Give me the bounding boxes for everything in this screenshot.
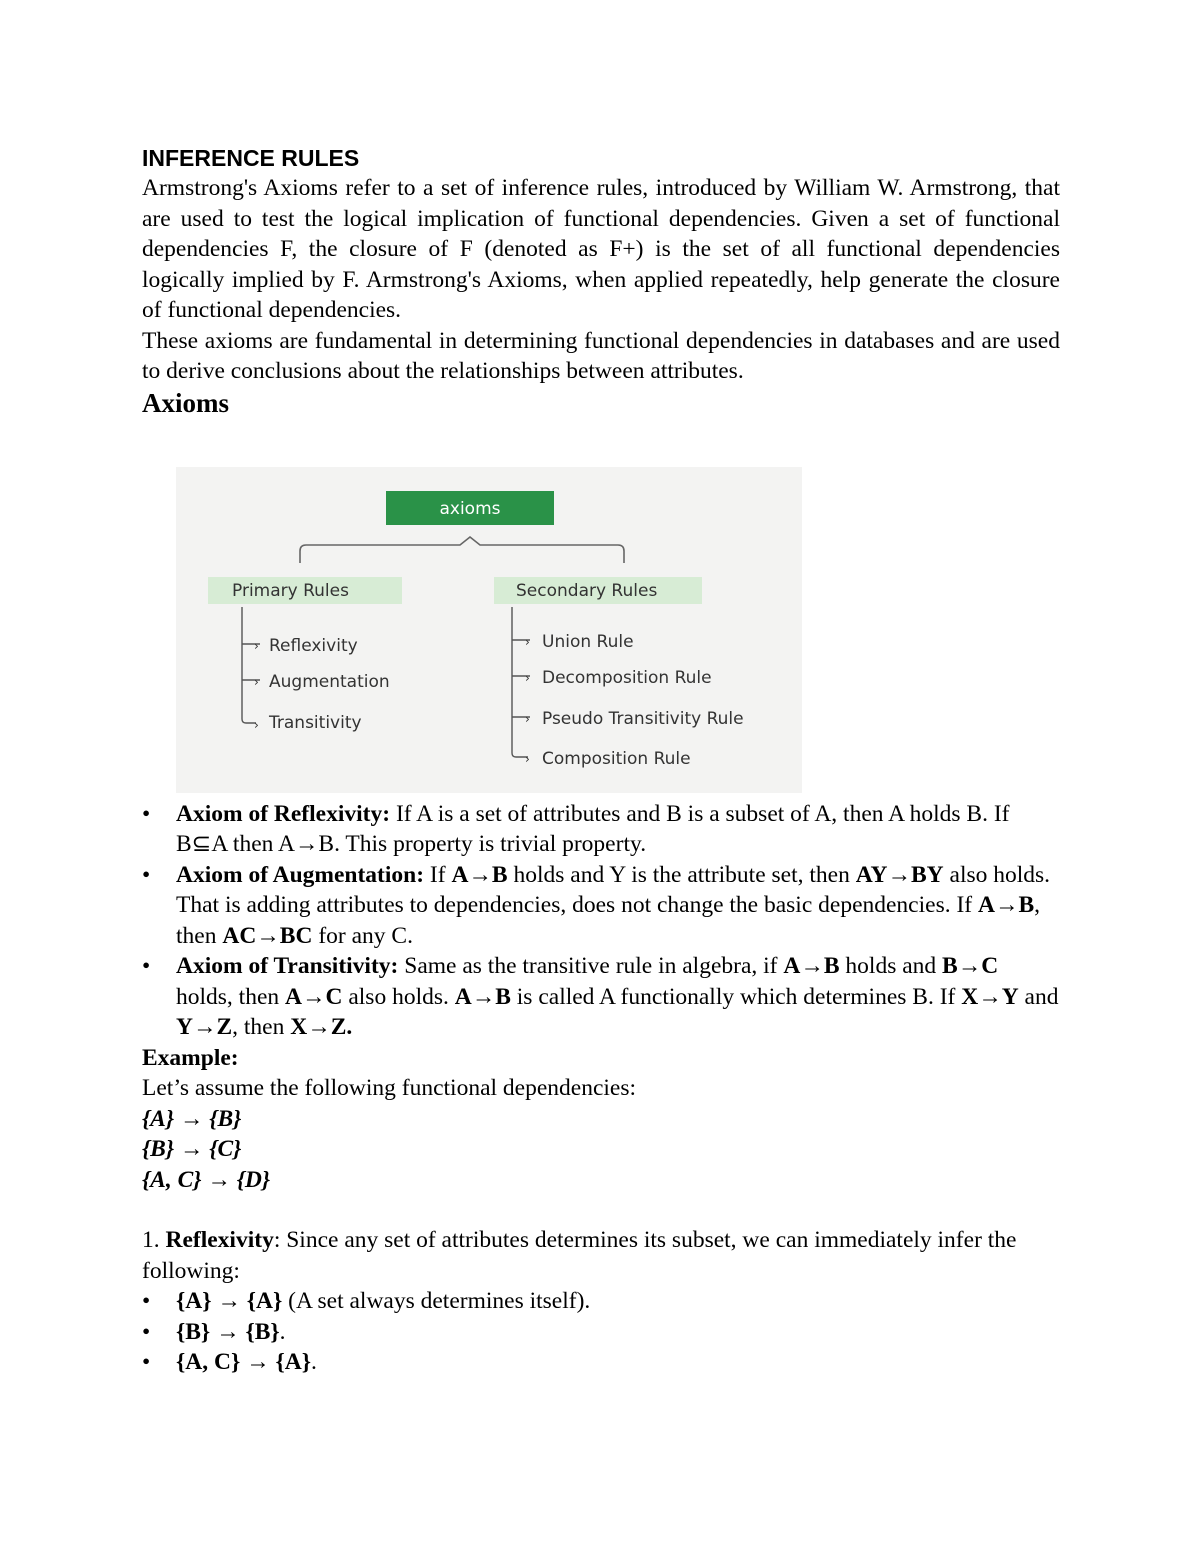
axiom-text: also holds. That is adding attributes to dependencies, does not change the basic dependencies. If xyxy=(176,861,1051,918)
fd-rhs: {B} xyxy=(245,1318,280,1345)
secondary-item-decomposition: Decomposition Rule xyxy=(542,667,712,688)
dependency-3: {A, C} → {D} xyxy=(142,1166,271,1193)
brace-connector xyxy=(300,537,624,563)
dependency-2: {B} → {C} xyxy=(142,1136,242,1162)
axiom-expr: A→B xyxy=(451,861,508,888)
axiom-text: is called A functionally which determines B. If xyxy=(510,983,962,1010)
page-title: INFERENCE RULES xyxy=(142,145,360,171)
arrow-icon: › xyxy=(525,751,530,766)
fd-arrow: → xyxy=(210,1318,246,1345)
secondary-item-pseudo-transitivity: Pseudo Transitivity Rule xyxy=(542,708,744,729)
axiom-expr: B→C xyxy=(942,953,999,979)
list-item xyxy=(142,799,1060,860)
primary-item-reflexivity: Reflexivity xyxy=(269,635,358,656)
axiom-text: If A is a set of attributes and B is a subset of A, then A holds B. If B⊆A then A→B. This property is trivial property. xyxy=(176,800,1010,857)
axioms-heading: Axioms xyxy=(142,387,229,418)
list-item xyxy=(142,1317,1060,1348)
document-content xyxy=(142,143,1060,1378)
spacer xyxy=(142,1195,1060,1225)
arrow-icon: › xyxy=(525,711,530,726)
example-label: Example: xyxy=(142,1044,239,1071)
primary-tree-line xyxy=(242,607,256,723)
list-item xyxy=(142,1347,1060,1378)
axiom-text: for any C. xyxy=(312,922,413,949)
primary-item-transitivity: Transitivity xyxy=(269,712,362,733)
secondary-rules-title: Secondary Rules xyxy=(516,580,658,601)
list-item xyxy=(142,860,1060,952)
list-item xyxy=(142,1286,1060,1317)
fd-lhs: {A} xyxy=(176,1288,212,1314)
axiom-title: Axiom of Augmentation: xyxy=(176,861,425,888)
primary-item-augmentation: Augmentation xyxy=(269,671,390,692)
axiom-expr: AY→BY xyxy=(855,861,944,888)
arrow-icon: › xyxy=(254,674,259,689)
root-label: axioms xyxy=(439,498,501,519)
secondary-item-union: Union Rule xyxy=(542,631,634,652)
example-intro: Let’s assume the following functional dependencies: xyxy=(142,1075,637,1101)
axiom-expr: A→C xyxy=(285,983,343,1010)
axiom-text: holds and Y is the attribute set, then xyxy=(507,861,856,888)
axiom-text: also holds. xyxy=(342,983,455,1010)
fd-note: . xyxy=(279,1318,286,1345)
dependency-1: {A} → {B} xyxy=(142,1105,242,1132)
secondary-item-composition: Composition Rule xyxy=(542,748,691,769)
axiom-text: holds, then xyxy=(176,983,286,1010)
fd-lhs: {B} xyxy=(176,1318,211,1345)
fd-note: . xyxy=(310,1349,317,1375)
axioms-diagram xyxy=(176,467,802,793)
reflexivity-list xyxy=(142,1286,1060,1378)
fd-arrow: → xyxy=(240,1349,276,1375)
axiom-expr: X→Z. xyxy=(290,1014,353,1040)
axiom-title: Axiom of Reflexivity: xyxy=(176,800,391,827)
fd-rhs: {A} xyxy=(275,1349,311,1375)
axiom-text: , then xyxy=(232,1014,291,1040)
intro-paragraph-2: These axioms are fundamental in determining functional dependencies in databases and are used to derive conclusions about the relationships between attributes. xyxy=(142,327,1060,384)
fd-arrow: → xyxy=(211,1288,247,1314)
reflexivity-paragraph xyxy=(142,1225,1060,1286)
fd-lhs: {A, C} xyxy=(176,1349,241,1375)
axiom-expr: Y→Z xyxy=(176,1014,233,1040)
arrow-icon: › xyxy=(254,717,259,732)
axiom-expr: A→B xyxy=(783,953,840,979)
primary-rules-title: Primary Rules xyxy=(232,580,349,601)
axiom-title: Axiom of Transitivity: xyxy=(176,953,399,979)
axiom-text: , then xyxy=(176,892,1041,949)
fd-rhs: {A} xyxy=(246,1288,283,1314)
axiom-list xyxy=(142,799,1060,1043)
axiom-expr: A→B xyxy=(978,892,1035,918)
intro-paragraph: Armstrong's Axioms refer to a set of inference rules, introduced by William W. Armstrong, that are used to test the logical implication of functional dependencies. Given a set of functional dependencies F, the closure of F (denoted as F+) is the set of all functional dependencies logically implied by F. Armstrong's Axioms, when applied repeatedly, help generate the closure of functional dependencies. xyxy=(142,175,1060,323)
axiom-text: and xyxy=(1018,983,1059,1010)
step-label: Reflexivity xyxy=(165,1227,274,1253)
arrow-icon: › xyxy=(525,634,530,649)
fd-note: (A set always determines itself). xyxy=(282,1288,591,1314)
axiom-text: If xyxy=(424,861,452,888)
axiom-text: Same as the transitive rule in algebra, if xyxy=(398,953,784,979)
step-text: : Since any set of attributes determines its subset, we can immediately infer the following: xyxy=(142,1227,1017,1284)
arrow-icon: › xyxy=(525,670,530,685)
axiom-expr: A→B xyxy=(454,983,511,1010)
axiom-expr: X→Y xyxy=(961,983,1019,1010)
axiom-text: holds and xyxy=(839,953,943,979)
list-item xyxy=(142,951,1060,1043)
axiom-expr: AC→BC xyxy=(222,922,313,949)
step-number: 1. xyxy=(142,1227,166,1253)
arrow-icon: › xyxy=(254,638,259,653)
axioms-diagram-svg xyxy=(176,467,802,793)
